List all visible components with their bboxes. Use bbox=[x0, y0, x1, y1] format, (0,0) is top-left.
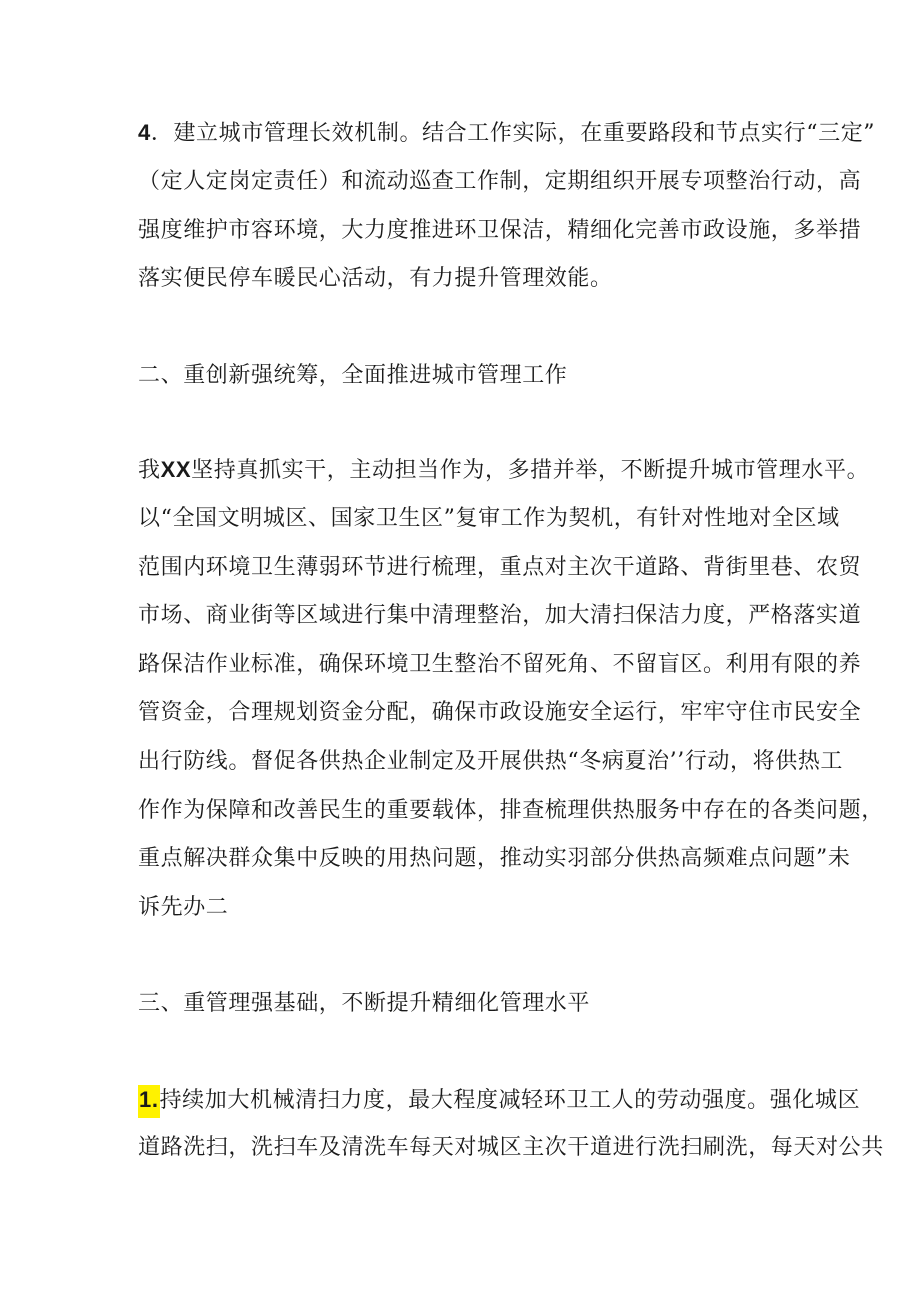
para4-line-4: 落实便民停车暖民心活动，有力提升管理效能。 bbox=[138, 266, 613, 291]
item1-first-text: 持续加大机械清扫力度，最大程度减轻环卫工人的劳动强度。强化城区 bbox=[159, 1088, 861, 1113]
para4-number: 4 bbox=[138, 120, 151, 145]
section2-line-4: 市场、商业街等区域进行集中清理整治，加大清扫保洁力度，严格落实道 bbox=[138, 603, 862, 628]
section2-line-6: 管资金，合理规划资金分配，确保市政设施安全运行，牢牢守住市民安全 bbox=[138, 700, 862, 725]
section2-bold-placeholder: XX bbox=[160, 457, 192, 482]
section2-line-8: 作作为保障和改善民生的重要载体，排查梳理供热服务中存在的各类问题， bbox=[138, 798, 884, 823]
para4-line-3: 强度维护市容环境，大力度推进环卫保洁，精细化完善市政设施，多举措 bbox=[138, 218, 862, 243]
para4-text-1: ．建立城市管理长效机制。结合工作实际，在重要路段和节点实行“三定” bbox=[150, 121, 876, 146]
section2-line-2: 以“全国文明城区、国家卫生区”复审工作为契机，有针对性地对全区域 bbox=[138, 506, 840, 531]
section3-item1-line-1 bbox=[138, 1085, 860, 1116]
section2-first-rest: 坚持真抓实干，主动担当作为，多措并举，不断提升城市管理水平。 bbox=[191, 458, 870, 483]
section2-line-9: 重点解决群众集中反映的用热问题，推动实羽部分供热高频难点问题”未 bbox=[138, 846, 851, 871]
section2-heading: 二、重创新强统筹，全面推进城市管理工作 bbox=[138, 363, 568, 388]
section2-line-3: 范围内环境卫生薄弱环节进行梳理，重点对主次干道路、背街里巷、农贸 bbox=[138, 555, 862, 580]
section2-line-7: 出行防线。督促各供热企业制定及开展供热“冬病夏治’’行动，将供热工 bbox=[138, 749, 844, 774]
item1-number-highlighted: 1. bbox=[138, 1085, 160, 1118]
para4-line-1 bbox=[138, 118, 875, 149]
section2-line-10: 诉先办二 bbox=[138, 895, 229, 920]
section3-heading: 三、重管理强基础，不断提升精细化管理水平 bbox=[138, 991, 591, 1016]
section2-prefix: 我 bbox=[138, 458, 161, 483]
section2-line-5: 路保洁作业标准，确保环境卫生整治不留死角、不留盲区。利用有限的养 bbox=[138, 652, 862, 677]
section3-item1-line-2: 道路洗扫，洗扫车及清洗车每天对城区主次干道进行洗扫刷洗，每天对公共 bbox=[138, 1135, 884, 1160]
para4-line-2: （定人定岗定责任）和流动巡查工作制，定期组织开展专项整治行动，高 bbox=[138, 169, 862, 194]
section2-line-1 bbox=[138, 455, 869, 486]
